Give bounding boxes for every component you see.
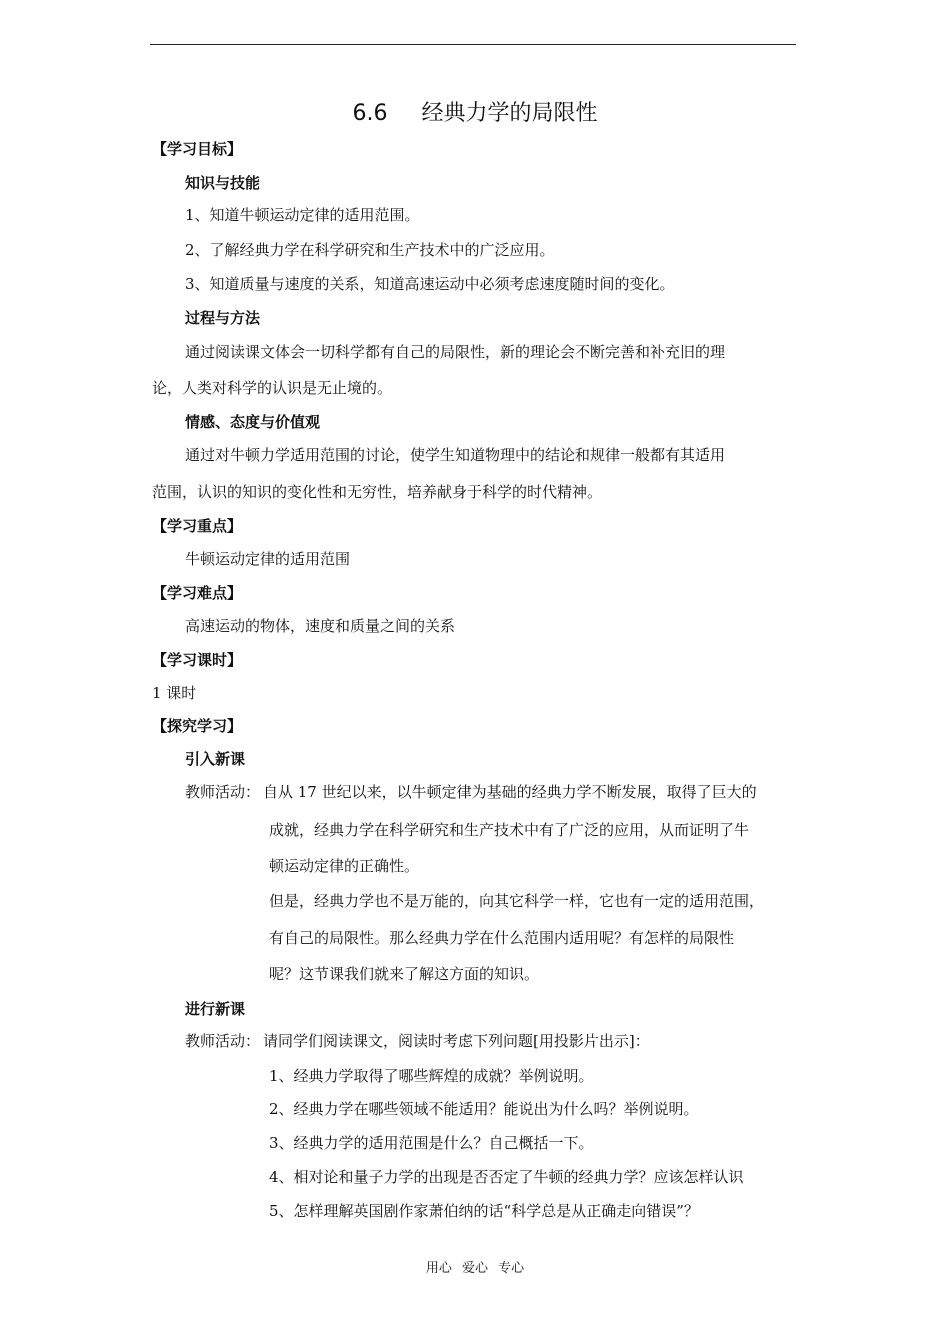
question-item: 2、经典力学在哪些领域不能适用？能说出为什么吗？举例说明。 [269, 1100, 699, 1118]
key-heading: 【学习重点】 [152, 517, 243, 535]
emotion-line: 范围，认识的知识的变化性和无穷性，培养献身于科学的时代精神。 [152, 483, 603, 501]
intro-line: 有自己的局限性。那么经典力学在什么范围内适用呢？有怎样的局限性 [269, 929, 735, 947]
question-item: 1、经典力学取得了哪些辉煌的成就？举例说明。 [269, 1067, 594, 1085]
objectives-heading: 【学习目标】 [152, 140, 243, 158]
intro-line: 成就，经典力学在科学研究和生产技术中有了广泛的应用，从而证明了牛 [269, 821, 750, 839]
difficulty-text: 高速运动的物体，速度和质量之间的关系 [185, 617, 456, 635]
emotion-heading: 情感、态度与价值观 [185, 413, 321, 431]
explore-heading: 【探究学习】 [152, 717, 243, 735]
question-item: 5、怎样理解英国剧作家萧伯纳的话“科学总是从正确走向错误”？ [269, 1202, 699, 1220]
hours-text: 1 课时 [152, 684, 197, 702]
process-line: 通过阅读课文体会一切科学都有自己的局限性，新的理论会不断完善和补充旧的理 [185, 343, 726, 361]
intro-heading: 引入新课 [185, 750, 246, 768]
intro-line [185, 782, 757, 802]
question-item: 4、相对论和量子力学的出现是否否定了牛顿的经典力学？应该怎样认识 [269, 1168, 744, 1186]
header-rule [150, 44, 796, 45]
knowledge-heading: 知识与技能 [185, 174, 261, 192]
new-lesson-intro [185, 1031, 650, 1051]
teacher-label: 教师活动： [185, 783, 261, 801]
section-number: 6.6 [352, 101, 388, 126]
intro-line: 但是，经典力学也不是万能的，向其它科学一样，它也有一定的适用范围， [269, 892, 765, 910]
process-heading: 过程与方法 [185, 309, 261, 327]
intro-line: 呢？这节课我们就来了解这方面的知识。 [269, 965, 540, 983]
knowledge-item: 1、知道牛顿运动定律的适用范围。 [185, 206, 420, 224]
page-footer: 用心 爱心 专心 [425, 1261, 525, 1276]
page-title [0, 96, 950, 127]
intro-line: 顿运动定律的正确性。 [269, 857, 420, 875]
knowledge-item: 3、知道质量与速度的关系，知道高速运动中必须考虑速度随时间的变化。 [185, 275, 675, 293]
teacher-label: 教师活动： [185, 1032, 261, 1050]
hours-heading: 【学习课时】 [152, 651, 243, 669]
title-text: 经典力学的局限性 [421, 101, 598, 126]
question-item: 3、经典力学的适用范围是什么？自己概括一下。 [269, 1134, 594, 1152]
new-lesson-intro-text: 请同学们阅读课文，阅读时考虑下列问题[用投影片出示]： [263, 1032, 650, 1050]
key-text: 牛顿运动定律的适用范围 [185, 550, 351, 568]
process-line: 论，人类对科学的认识是无止境的。 [152, 379, 393, 397]
difficulty-heading: 【学习难点】 [152, 584, 243, 602]
emotion-line: 通过对牛顿力学适用范围的讨论，使学生知道物理中的结论和规律一般都有其适用 [185, 446, 726, 464]
intro-line-text: 自从 17 世纪以来，以牛顿定律为基础的经典力学不断发展，取得了巨大的 [263, 783, 757, 801]
new-lesson-heading: 进行新课 [185, 1000, 246, 1018]
knowledge-item: 2、了解经典力学在科学研究和生产技术中的广泛应用。 [185, 241, 555, 259]
